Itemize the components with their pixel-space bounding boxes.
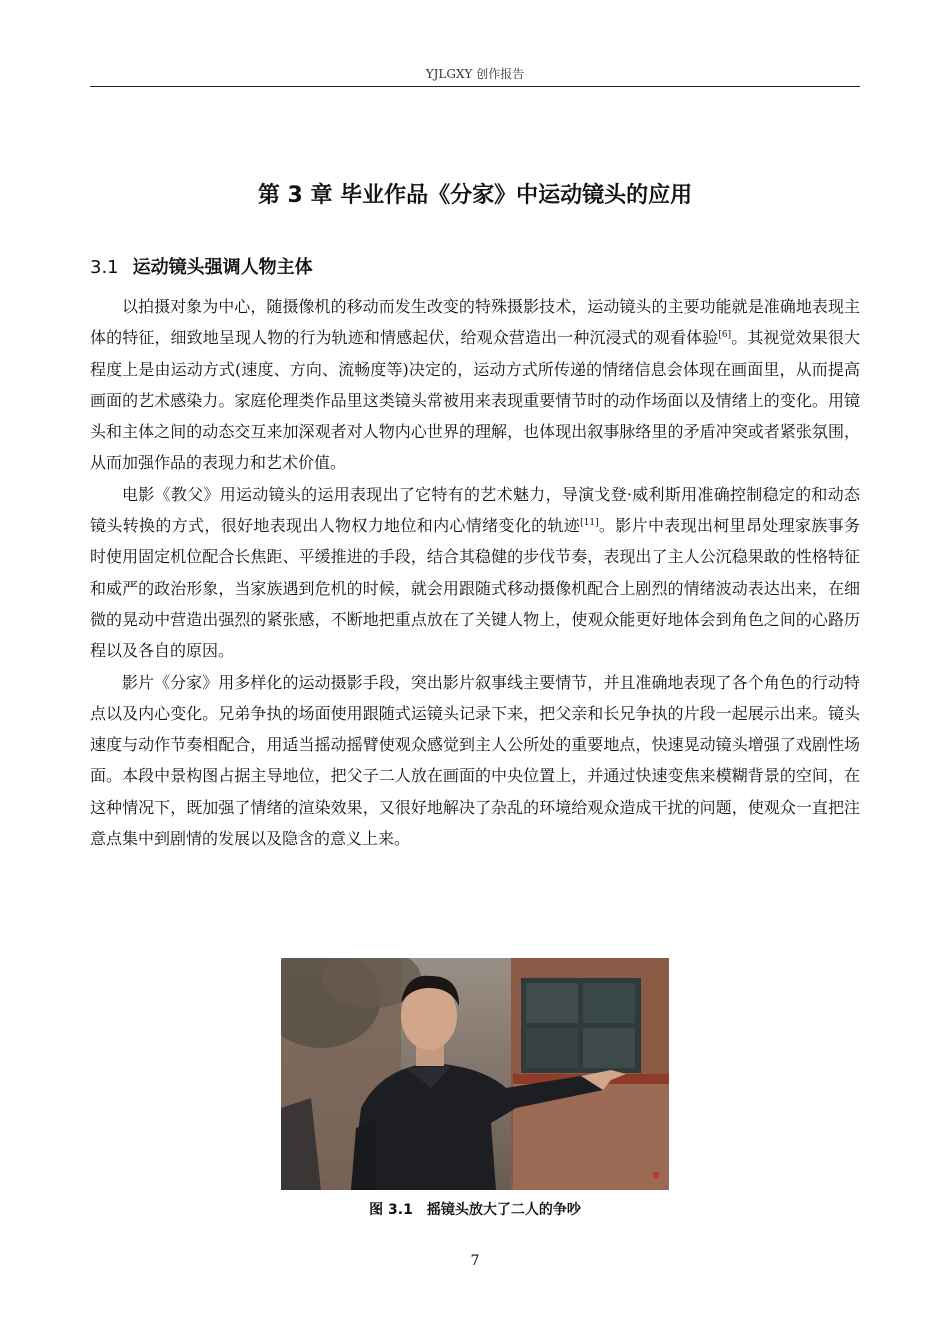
paragraph: [90, 479, 860, 667]
text-run: 。其视觉效果很大程度上是由运动方式(速度、方向、流畅度等)决定的，运动方式所传递的情绪信息会体现在画面里，从而提高画面的艺术感染力。家庭伦理类作品里这类镜头常被用来表现重要情节时的动作场面以及情绪上的变化。用镜头和主体之间的动态交互来加深观者对人物内心世界的理解，也体现出叙事脉络里的矛盾冲突或者紧张氛围，从而加强作品的表现力和艺术价值。: [90, 328, 860, 473]
section-title: 运动镜头强调人物主体: [132, 257, 313, 278]
citation: [6]: [718, 330, 732, 341]
paragraph: [90, 291, 860, 479]
page-number: 7: [470, 1253, 480, 1269]
chapter-title: 第 3 章 毕业作品《分家》中运动镜头的应用: [257, 183, 693, 208]
body-text: [90, 291, 860, 854]
running-header: YJLGXY 创作报告: [425, 67, 525, 81]
section-heading: [90, 253, 313, 279]
figure-photo: [281, 958, 669, 1190]
paragraph: [90, 667, 860, 855]
citation: [11]: [580, 518, 599, 529]
text-run: 电影《教父》用运动镜头的运用表现出了它特有的艺术魅力，导演戈登·威利斯用准确控制稳定的和动态镜头转换的方式，很好地表现出人物权力地位和内心情绪变化的轨迹: [90, 484, 860, 536]
text-run: 影片《分家》用多样化的运动摄影手段，突出影片叙事线主要情节，并且准确地表现了各个角色的行动特点以及内心变化。兄弟争执的场面使用跟随式运镜头记录下来，把父亲和长兄争执的片段一起展示出来。镜头速度与动作节奏相配合，用适当摇动摇臂使观众感觉到主人公所处的重要地点，快速晃动镜头增强了戏剧性场面。本段中景构图占据主导地位，把父子二人放在画面的中央位置上，并通过快速变焦来模糊背景的空间，在这种情况下，既加强了情绪的渲染效果，又很好地解决了杂乱的环境给观众造成干扰的问题，使观众一直把注意点集中到剧情的发展以及隐含的意义上来。: [90, 672, 860, 849]
figure-caption: [0, 1199, 950, 1219]
text-run: 。影片中表现出柯里昂处理家族事务时使用固定机位配合长焦距、平缓推进的手段，结合其稳健的步伐节奏，表现出了主人公沉稳果敢的性格特征和威严的政治形象，当家族遇到危机的时候，就会用跟随式移动摄像机配合上剧烈的情绪波动表达出来，在细微的晃动中营造出强烈的紧张感，不断地把重点放在了关键人物上，使观众能更好地体会到角色之间的心路历程以及各自的原因。: [90, 516, 860, 661]
section-number: 3.1: [90, 257, 119, 278]
figure-caption-text: 摇镜头放大了二人的争吵: [426, 1202, 581, 1218]
header-rule: [90, 86, 860, 87]
figure-number: 图 3.1: [369, 1202, 413, 1218]
text-run: 以拍摄对象为中心，随摄像机的移动而发生改变的特殊摄影技术，运动镜头的主要功能就是准确地表现主体的特征，细致地呈现人物的行为轨迹和情感起伏，给观众营造出一种沉浸式的观看体验: [90, 297, 860, 348]
